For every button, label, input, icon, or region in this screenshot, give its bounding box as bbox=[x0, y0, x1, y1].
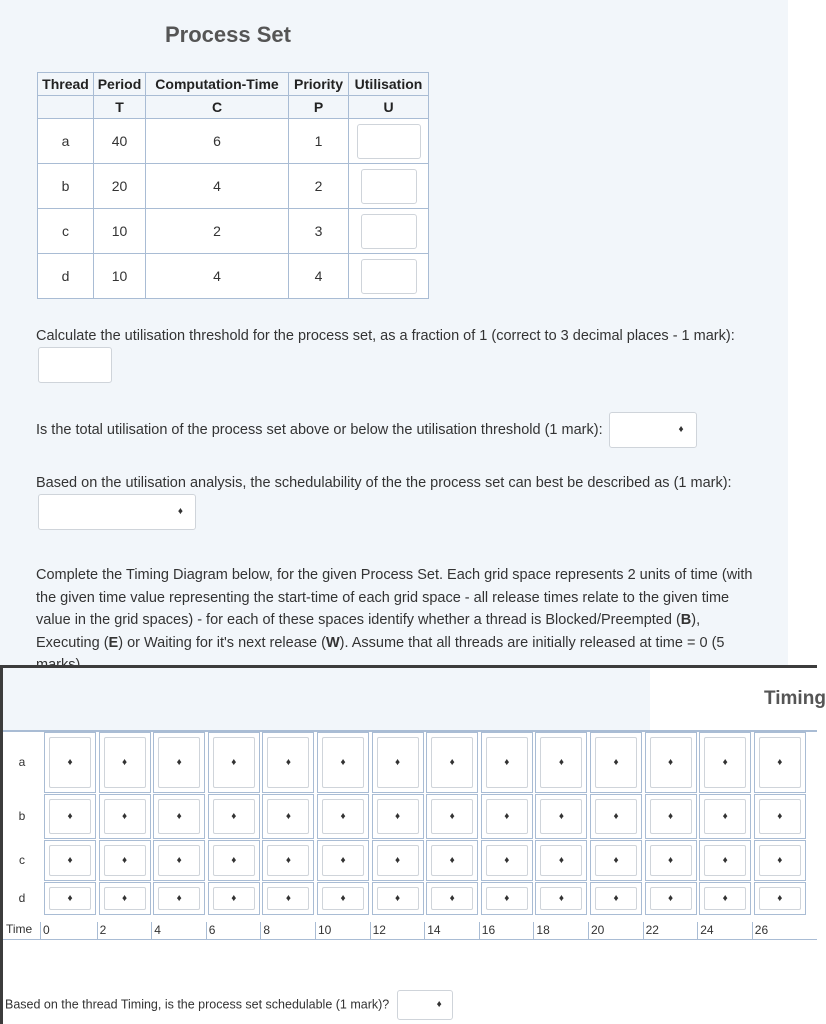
select-arrows-icon: ♦ bbox=[558, 854, 564, 866]
threshold-input[interactable] bbox=[38, 347, 112, 383]
timing-cell bbox=[699, 732, 751, 793]
cell-computation: 6 bbox=[146, 119, 289, 164]
top-right-margin bbox=[788, 0, 817, 666]
timing-cell bbox=[645, 840, 697, 881]
question-schedulability bbox=[36, 472, 766, 530]
question-schedulability-text: Based on the utilisation analysis, the schedulability of the the process set can best be described as (1 mark): bbox=[36, 475, 732, 491]
timing-cell bbox=[645, 794, 697, 839]
time-value: 2 bbox=[97, 922, 107, 939]
cell-utilisation bbox=[349, 254, 429, 299]
timing-cell bbox=[590, 882, 642, 915]
timing-state-select[interactable] bbox=[267, 845, 309, 876]
timing-cell bbox=[99, 882, 151, 915]
header-thread: Thread bbox=[38, 73, 94, 96]
cell-computation: 2 bbox=[146, 209, 289, 254]
timing-header-bg bbox=[3, 668, 650, 730]
timing-cell bbox=[317, 840, 369, 881]
select-arrows-icon: ♦ bbox=[558, 892, 564, 904]
timing-cell bbox=[590, 794, 642, 839]
timing-cell bbox=[153, 794, 205, 839]
header-utilisation: Utilisation bbox=[349, 73, 429, 96]
timing-cell bbox=[754, 882, 806, 915]
time-value: 0 bbox=[40, 922, 50, 939]
timing-state-select[interactable] bbox=[377, 887, 419, 910]
timing-state-select[interactable] bbox=[49, 887, 91, 910]
select-arrows-icon: ♦ bbox=[777, 810, 783, 822]
time-value: 18 bbox=[533, 922, 549, 939]
timing-cell bbox=[426, 840, 478, 881]
timing-state-select[interactable] bbox=[267, 799, 309, 834]
timing-cell bbox=[699, 840, 751, 881]
timing-cell bbox=[153, 882, 205, 915]
timing-cell bbox=[372, 732, 424, 793]
timing-state-select[interactable] bbox=[49, 845, 91, 876]
timing-state-select[interactable] bbox=[213, 887, 255, 910]
select-arrows-icon: ♦ bbox=[449, 854, 455, 866]
select-arrows-icon: ♦ bbox=[340, 892, 346, 904]
utilisation-input-b[interactable] bbox=[361, 169, 417, 204]
timing-state-select[interactable] bbox=[431, 845, 473, 876]
timing-state-select[interactable] bbox=[486, 799, 528, 834]
timing-cell bbox=[699, 882, 751, 915]
timing-state-select[interactable] bbox=[595, 737, 637, 788]
timing-state-select[interactable] bbox=[540, 737, 582, 788]
timing-state-select[interactable] bbox=[213, 845, 255, 876]
select-arrows-icon: ♦ bbox=[67, 854, 73, 866]
time-value: 14 bbox=[424, 922, 440, 939]
timing-state-select[interactable] bbox=[486, 887, 528, 910]
timing-cell bbox=[535, 882, 587, 915]
timing-state-select[interactable] bbox=[704, 887, 746, 910]
timing-cell bbox=[754, 840, 806, 881]
select-arrows-icon: ♦ bbox=[613, 810, 619, 822]
cell-computation: 4 bbox=[146, 164, 289, 209]
subheader-t: T bbox=[94, 96, 146, 119]
q4-text-1: Complete the Timing Diagram below, for the given Process Set. Each grid space represents 2 units of time (with the given time value representing the start-time of each grid space - all release times relate to the given time value in the grid spaces) - for each of these spaces identify whether a thread is Blocked/Preempted ( bbox=[36, 567, 753, 628]
time-row-rule bbox=[3, 939, 817, 940]
timing-cell bbox=[590, 732, 642, 793]
select-arrows-icon: ♦ bbox=[285, 756, 291, 768]
process-set-table bbox=[37, 72, 429, 299]
timing-state-select[interactable] bbox=[158, 845, 200, 876]
timing-state-select[interactable] bbox=[322, 887, 364, 910]
select-arrows-icon: ♦ bbox=[504, 756, 510, 768]
select-arrows-icon: ♦ bbox=[231, 810, 237, 822]
cell-thread: a bbox=[38, 119, 94, 164]
select-arrows-icon: ♦ bbox=[449, 810, 455, 822]
time-value: 4 bbox=[151, 922, 161, 939]
schedulable-select[interactable] bbox=[397, 990, 453, 1020]
timing-cell bbox=[426, 794, 478, 839]
timing-state-select[interactable] bbox=[650, 887, 692, 910]
select-arrows-icon: ♦ bbox=[122, 756, 128, 768]
utilisation-input-d[interactable] bbox=[361, 259, 417, 294]
process-set-title: Process Set bbox=[165, 22, 291, 47]
select-arrows-icon: ♦ bbox=[613, 854, 619, 866]
timing-cell bbox=[372, 882, 424, 915]
timing-cell bbox=[153, 840, 205, 881]
select-arrows-icon: ♦ bbox=[722, 756, 728, 768]
select-arrows-icon: ♦ bbox=[67, 756, 73, 768]
header-priority: Priority bbox=[289, 73, 349, 96]
timing-state-select[interactable] bbox=[158, 799, 200, 834]
cell-period: 40 bbox=[94, 119, 146, 164]
select-arrows-icon: ♦ bbox=[722, 810, 728, 822]
timing-cell bbox=[44, 794, 96, 839]
question-schedulable-text: Based on the thread Timing, is the process set schedulable (1 mark)? bbox=[5, 997, 390, 1012]
table-header-row bbox=[38, 73, 429, 96]
select-arrows-icon: ♦ bbox=[67, 810, 73, 822]
timing-state-select[interactable] bbox=[322, 799, 364, 834]
select-arrows-icon: ♦ bbox=[678, 424, 684, 435]
timing-cell bbox=[426, 732, 478, 793]
header-computation-time: Computation-Time bbox=[146, 73, 289, 96]
timing-state-select[interactable] bbox=[377, 737, 419, 788]
table-row bbox=[38, 254, 429, 299]
select-arrows-icon: ♦ bbox=[395, 854, 401, 866]
timing-cell bbox=[754, 732, 806, 793]
timing-cell bbox=[754, 794, 806, 839]
table-row bbox=[38, 119, 429, 164]
time-value: 22 bbox=[643, 922, 659, 939]
left-edge bbox=[0, 668, 3, 1024]
timing-cell bbox=[481, 794, 533, 839]
select-arrows-icon: ♦ bbox=[613, 756, 619, 768]
select-arrows-icon: ♦ bbox=[722, 892, 728, 904]
select-arrows-icon: ♦ bbox=[449, 892, 455, 904]
utilisation-input-c[interactable] bbox=[361, 214, 417, 249]
select-arrows-icon: ♦ bbox=[613, 892, 619, 904]
q4-text-3: ) or Waiting for it's next release ( bbox=[118, 634, 326, 651]
timing-state-select[interactable] bbox=[49, 737, 91, 788]
q4-text-2: ), Executing ( bbox=[36, 612, 701, 651]
time-value: 12 bbox=[370, 922, 386, 939]
timing-cell bbox=[317, 794, 369, 839]
timing-title: Timing bbox=[764, 688, 826, 709]
timing-cell bbox=[99, 732, 151, 793]
timing-cell bbox=[590, 840, 642, 881]
select-arrows-icon: ♦ bbox=[67, 892, 73, 904]
question-threshold bbox=[36, 325, 766, 383]
timing-state-select[interactable] bbox=[267, 887, 309, 910]
timing-cell bbox=[208, 732, 260, 793]
timing-state-select[interactable] bbox=[595, 845, 637, 876]
timing-cell bbox=[317, 732, 369, 793]
timing-row-label: a bbox=[18, 755, 26, 769]
time-value: 16 bbox=[479, 922, 495, 939]
timing-state-select[interactable] bbox=[431, 887, 473, 910]
select-arrows-icon: ♦ bbox=[395, 810, 401, 822]
timing-cell bbox=[208, 794, 260, 839]
select-arrows-icon: ♦ bbox=[395, 756, 401, 768]
timing-cell bbox=[699, 794, 751, 839]
select-arrows-icon: ♦ bbox=[558, 810, 564, 822]
select-arrows-icon: ♦ bbox=[436, 999, 442, 1010]
question-above-below-text: Is the total utilisation of the process set above or below the utilisation threshold (1 mark): bbox=[36, 421, 603, 438]
timing-state-select[interactable] bbox=[595, 887, 637, 910]
select-arrows-icon: ♦ bbox=[122, 892, 128, 904]
select-arrows-icon: ♦ bbox=[668, 854, 674, 866]
cell-thread: b bbox=[38, 164, 94, 209]
select-arrows-icon: ♦ bbox=[668, 892, 674, 904]
select-arrows-icon: ♦ bbox=[122, 854, 128, 866]
select-arrows-icon: ♦ bbox=[395, 892, 401, 904]
timing-state-select[interactable] bbox=[267, 737, 309, 788]
timing-state-select[interactable] bbox=[759, 887, 801, 910]
time-value: 6 bbox=[206, 922, 216, 939]
timing-state-select[interactable] bbox=[322, 737, 364, 788]
above-below-select[interactable] bbox=[609, 412, 697, 448]
timing-state-select[interactable] bbox=[377, 845, 419, 876]
cell-utilisation bbox=[349, 209, 429, 254]
select-arrows-icon: ♦ bbox=[504, 810, 510, 822]
select-arrows-icon: ♦ bbox=[176, 810, 182, 822]
timing-state-select[interactable] bbox=[540, 845, 582, 876]
timing-state-select[interactable] bbox=[704, 845, 746, 876]
q4-b-bold: B bbox=[680, 612, 692, 628]
select-arrows-icon: ♦ bbox=[449, 756, 455, 768]
time-value: 26 bbox=[752, 922, 768, 939]
time-value: 24 bbox=[697, 922, 713, 939]
cell-priority: 4 bbox=[289, 254, 349, 299]
timing-cell bbox=[535, 732, 587, 793]
select-arrows-icon: ♦ bbox=[777, 892, 783, 904]
question-above-below bbox=[36, 412, 766, 448]
cell-period: 10 bbox=[94, 254, 146, 299]
timing-row-label: c bbox=[19, 853, 25, 867]
q4-w-bold: W bbox=[325, 634, 340, 651]
select-arrows-icon: ♦ bbox=[285, 892, 291, 904]
subheader-c: C bbox=[146, 96, 289, 119]
timing-state-select[interactable] bbox=[486, 845, 528, 876]
utilisation-input-a[interactable] bbox=[357, 124, 421, 159]
timing-row-label: d bbox=[18, 891, 26, 905]
select-arrows-icon: ♦ bbox=[504, 892, 510, 904]
timing-cell bbox=[645, 882, 697, 915]
timing-state-select[interactable] bbox=[49, 799, 91, 834]
select-arrows-icon: ♦ bbox=[722, 854, 728, 866]
select-arrows-icon: ♦ bbox=[177, 506, 183, 517]
timing-state-select[interactable] bbox=[704, 799, 746, 834]
cell-priority: 1 bbox=[289, 119, 349, 164]
timing-state-select[interactable] bbox=[540, 799, 582, 834]
question-threshold-text: Calculate the utilisation threshold for the process set, as a fraction of 1 (correct to 3 decimal places - 1 mark): bbox=[36, 328, 735, 344]
timing-cell bbox=[99, 840, 151, 881]
q4-e-bold: E bbox=[108, 634, 119, 651]
select-arrows-icon: ♦ bbox=[231, 854, 237, 866]
cell-priority: 2 bbox=[289, 164, 349, 209]
timing-state-select[interactable] bbox=[486, 737, 528, 788]
cell-utilisation bbox=[349, 119, 429, 164]
timing-state-select[interactable] bbox=[104, 737, 146, 788]
timing-panel bbox=[0, 668, 826, 1024]
timing-cell bbox=[481, 882, 533, 915]
timing-cell bbox=[44, 732, 96, 793]
table-subheader-row bbox=[38, 96, 429, 119]
cell-period: 20 bbox=[94, 164, 146, 209]
timing-state-select[interactable] bbox=[595, 799, 637, 834]
cell-period: 10 bbox=[94, 209, 146, 254]
timing-state-select[interactable] bbox=[759, 737, 801, 788]
timing-cell bbox=[372, 794, 424, 839]
timing-cell bbox=[44, 882, 96, 915]
timing-state-select[interactable] bbox=[213, 799, 255, 834]
timing-cell bbox=[208, 840, 260, 881]
select-arrows-icon: ♦ bbox=[285, 810, 291, 822]
timing-cell bbox=[317, 882, 369, 915]
timing-cell bbox=[153, 732, 205, 793]
time-value: 20 bbox=[588, 922, 604, 939]
timing-cell bbox=[262, 732, 314, 793]
schedulability-select[interactable] bbox=[38, 494, 196, 530]
cell-utilisation bbox=[349, 164, 429, 209]
select-arrows-icon: ♦ bbox=[777, 756, 783, 768]
subheader-thread bbox=[38, 96, 94, 119]
timing-state-select[interactable] bbox=[650, 845, 692, 876]
select-arrows-icon: ♦ bbox=[176, 756, 182, 768]
timing-cell bbox=[535, 840, 587, 881]
timing-state-select[interactable] bbox=[213, 737, 255, 788]
select-arrows-icon: ♦ bbox=[231, 892, 237, 904]
timing-state-select[interactable] bbox=[104, 799, 146, 834]
timing-cell bbox=[481, 840, 533, 881]
timing-cell bbox=[481, 732, 533, 793]
timing-state-select[interactable] bbox=[650, 799, 692, 834]
timing-cell bbox=[426, 882, 478, 915]
timing-cell bbox=[262, 794, 314, 839]
timing-cell bbox=[372, 840, 424, 881]
timing-cell bbox=[99, 794, 151, 839]
timing-state-select[interactable] bbox=[540, 887, 582, 910]
question-timing-diagram bbox=[36, 564, 766, 677]
cell-thread: c bbox=[38, 209, 94, 254]
time-value: 10 bbox=[315, 922, 331, 939]
select-arrows-icon: ♦ bbox=[668, 756, 674, 768]
timing-state-select[interactable] bbox=[104, 887, 146, 910]
timing-state-select[interactable] bbox=[759, 799, 801, 834]
timing-cell bbox=[44, 840, 96, 881]
timing-state-select[interactable] bbox=[431, 737, 473, 788]
timing-cell bbox=[645, 732, 697, 793]
time-row-label: Time bbox=[6, 922, 33, 936]
select-arrows-icon: ♦ bbox=[340, 854, 346, 866]
subheader-p: P bbox=[289, 96, 349, 119]
timing-row-label: b bbox=[18, 809, 26, 823]
select-arrows-icon: ♦ bbox=[777, 854, 783, 866]
select-arrows-icon: ♦ bbox=[176, 892, 182, 904]
table-row bbox=[38, 209, 429, 254]
timing-cell bbox=[262, 840, 314, 881]
subheader-u: U bbox=[349, 96, 429, 119]
select-arrows-icon: ♦ bbox=[340, 756, 346, 768]
table-row bbox=[38, 164, 429, 209]
timing-state-select[interactable] bbox=[158, 887, 200, 910]
timing-state-select[interactable] bbox=[650, 737, 692, 788]
select-arrows-icon: ♦ bbox=[504, 854, 510, 866]
header-period: Period bbox=[94, 73, 146, 96]
timing-state-select[interactable] bbox=[704, 737, 746, 788]
timing-cell bbox=[208, 882, 260, 915]
time-value: 8 bbox=[260, 922, 270, 939]
select-arrows-icon: ♦ bbox=[558, 756, 564, 768]
cell-priority: 3 bbox=[289, 209, 349, 254]
cell-thread: d bbox=[38, 254, 94, 299]
select-arrows-icon: ♦ bbox=[668, 810, 674, 822]
q4-text-4: ). Assume that all threads are initially released at time = 0 (5 bbox=[339, 634, 725, 651]
select-arrows-icon: ♦ bbox=[285, 854, 291, 866]
question-schedulable-final bbox=[5, 990, 453, 1020]
select-arrows-icon: ♦ bbox=[122, 810, 128, 822]
select-arrows-icon: ♦ bbox=[176, 854, 182, 866]
select-arrows-icon: ♦ bbox=[231, 756, 237, 768]
select-arrows-icon: ♦ bbox=[340, 810, 346, 822]
timing-state-select[interactable] bbox=[322, 845, 364, 876]
timing-state-select[interactable] bbox=[104, 845, 146, 876]
timing-state-select[interactable] bbox=[759, 845, 801, 876]
timing-state-select[interactable] bbox=[158, 737, 200, 788]
cell-computation: 4 bbox=[146, 254, 289, 299]
timing-state-select[interactable] bbox=[431, 799, 473, 834]
timing-state-select[interactable] bbox=[377, 799, 419, 834]
timing-cell bbox=[262, 882, 314, 915]
timing-cell bbox=[535, 794, 587, 839]
